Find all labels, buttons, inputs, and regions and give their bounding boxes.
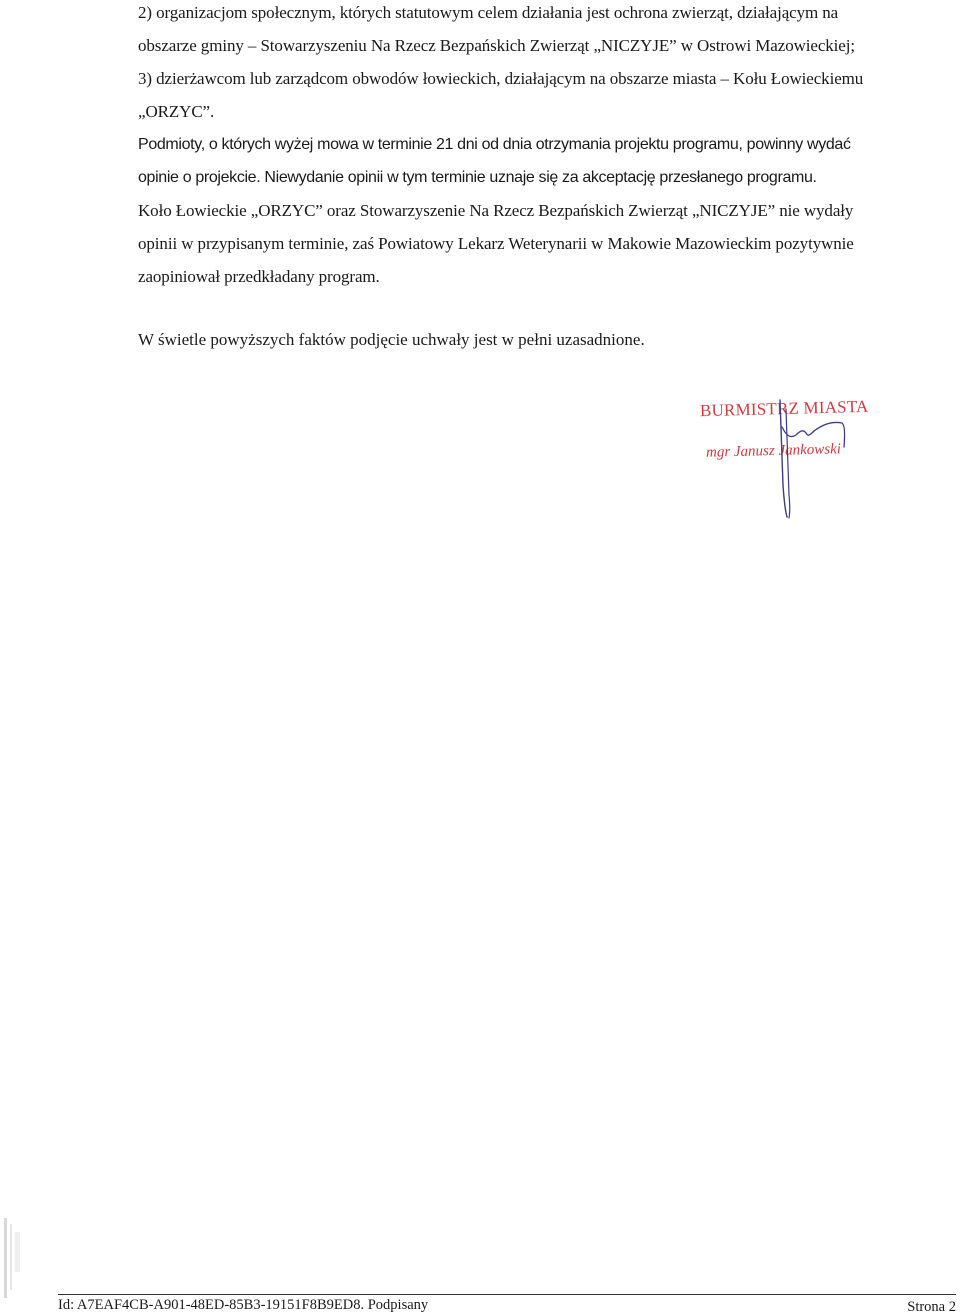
footer-divider [58, 1294, 956, 1295]
conclusion-text: W świetle powyższych faktów podjęcie uchwały jest w pełni uzasadnione. [138, 330, 645, 349]
paragraph-line-6: opinie o projekcie. Niewydanie opinii w tym terminie uznaje się za akceptację przesłanego programu. [138, 169, 817, 186]
paragraph-line-8: opinii w przypisanym terminie, zaś Powiatowy Lekarz Weterynarii w Makowie Mazowieckim pozytywnie [138, 234, 854, 253]
paragraph-line-1: 2) organizacjom społecznym, których statutowym celem działania jest ochrona zwierząt, działającym na [138, 3, 839, 22]
paragraph-line-4: „ORZYC”. [138, 102, 215, 121]
scan-artifact [0, 1218, 30, 1298]
handwritten-signature [690, 395, 890, 525]
paragraph-line-3: 3) dzierżawcom lub zarządcom obwodów łowieckich, działającym na obszarze miasta – Kołu Łowieckiemu [138, 69, 864, 88]
document-body [138, 0, 953, 293]
stamp-name: mgr Janusz Jankowski [705, 441, 842, 461]
mayor-stamp [690, 395, 890, 525]
paragraph-line-7: Koło Łowieckie „ORZYC” oraz Stowarzyszenie Na Rzecz Bezpańskich Zwierząt „NICZYJE” nie wydały [138, 201, 854, 220]
paragraph-line-9: zaopiniował przedkładany program. [138, 267, 380, 286]
stamp-title: BURMISTRZ MIASTA [699, 396, 869, 421]
footer-page-number: Strona 2 [907, 1299, 956, 1315]
paragraph-line-5: Podmioty, o których wyżej mowa w terminie 21 dni od dnia otrzymania projektu programu, powinny wydać [138, 136, 851, 153]
paragraph-line-2: obszarze gminy – Stowarzyszeniu Na Rzecz Bezpańskich Zwierząt „NICZYJE” w Ostrowi Mazowieckiej; [138, 36, 855, 55]
footer-document-id: Id: A7EAF4CB-A901-48ED-85B3-19151F8B9ED8. Podpisany [58, 1297, 429, 1313]
